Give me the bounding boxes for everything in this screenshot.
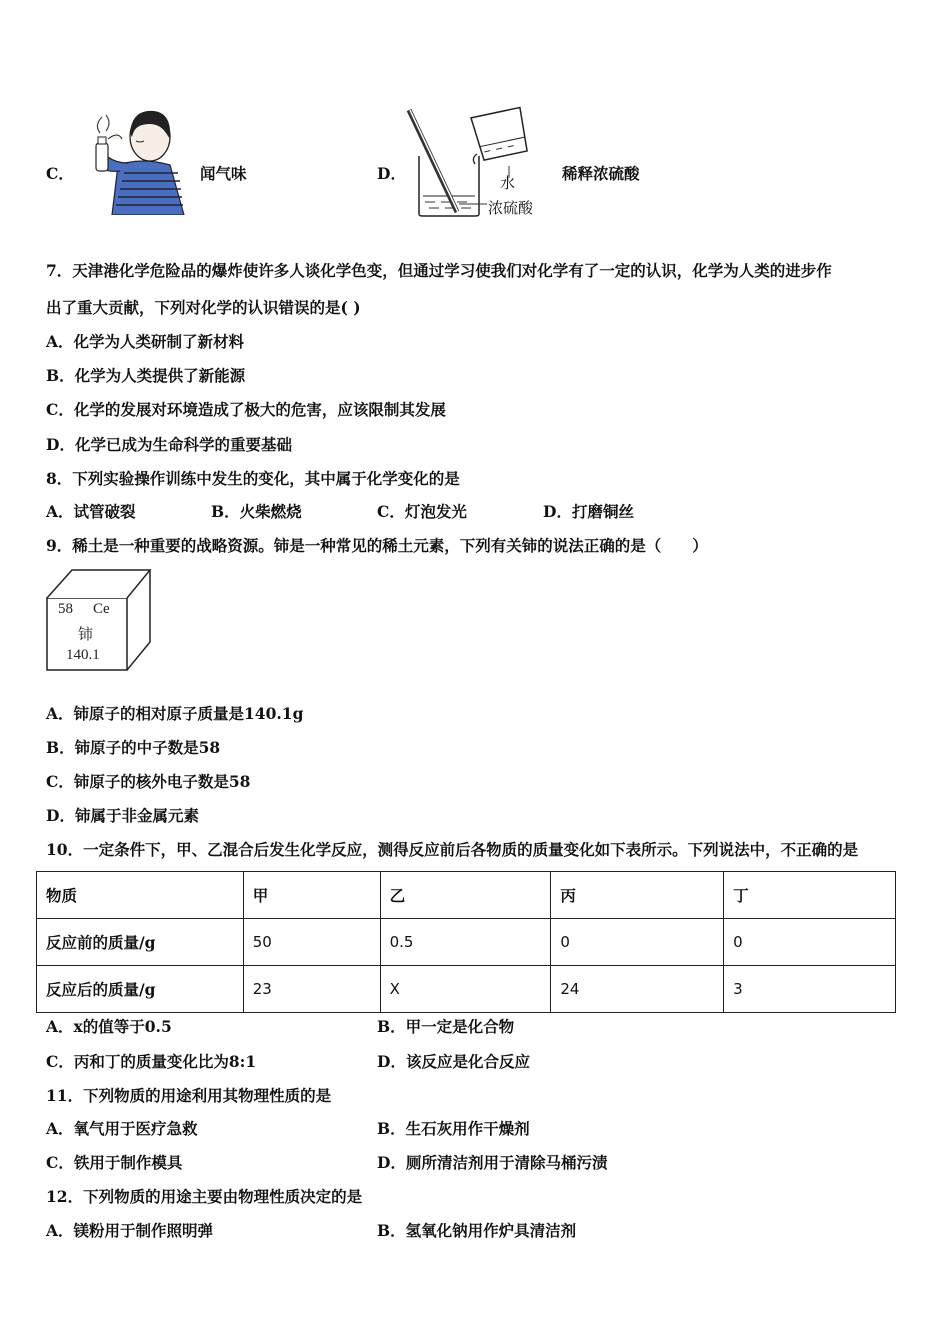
table-header-cell: 丁 (724, 872, 896, 919)
q6-option-c-letter: C． (46, 164, 74, 183)
q8-stem: 8．下列实验操作训练中发生的变化，其中属于化学变化的是 (46, 469, 460, 488)
q11-option-c: C．铁用于制作模具 (46, 1153, 183, 1172)
q8-option-d: D．打磨铜丝 (543, 502, 634, 521)
q9-option-b: B．铈原子的中子数是58 (46, 738, 221, 757)
table-cell: 24 (551, 966, 724, 1013)
table-cell: 0.5 (380, 919, 551, 966)
q9-option-c: C．铈原子的核外电子数是58 (46, 772, 251, 791)
q10-option-d: D．该反应是化合反应 (377, 1052, 530, 1071)
element-symbol: Ce (93, 601, 110, 617)
q10-option-b: B．甲一定是化合物 (377, 1017, 515, 1036)
table-cell: 3 (724, 966, 896, 1013)
q9-option-a: A．铈原子的相对原子质量是140.1g (46, 704, 304, 723)
element-mass: 140.1 (66, 647, 100, 663)
q9-option-d: D．铈属于非金属元素 (46, 806, 199, 825)
q11-stem: 11．下列物质的用途利用其物理性质的是 (46, 1086, 332, 1105)
table-header-cell: 物质 (37, 872, 244, 919)
q6-option-d-letter: D． (377, 164, 406, 183)
acid-label: 浓硫酸 (488, 199, 534, 217)
water-label: 水 (500, 174, 516, 192)
q12-option-a: A．镁粉用于制作照明弹 (46, 1221, 214, 1240)
mass-change-table (36, 871, 896, 1013)
table-header-cell: 甲 (243, 872, 380, 919)
table-cell: 0 (551, 919, 724, 966)
element-name: 铈 (78, 625, 94, 643)
q8-option-a: A．试管破裂 (46, 502, 136, 521)
q8-option-b: B．火柴燃烧 (211, 502, 302, 521)
table-header-cell: 丙 (551, 872, 724, 919)
q6-option-c-text: 闻气味 (200, 164, 247, 183)
q7-option-a: A．化学为人类研制了新材料 (46, 332, 245, 351)
q10-stem: 10．一定条件下，甲、乙混合后发生化学反应，测得反应前后各物质的质量变化如下表所示。下列说法中，不正确的是 (46, 840, 859, 859)
table-cell: 反应前的质量/g (37, 919, 244, 966)
table-header-row (37, 872, 896, 919)
q11-option-d: D．厕所清洁剂用于清除马桶污渍 (377, 1153, 608, 1172)
q8-option-c: C．灯泡发光 (377, 502, 467, 521)
q9-stem: 9．稀土是一种重要的战略资源。铈是一种常见的稀土元素，下列有关铈的说法正确的是（ ） (46, 536, 708, 555)
table-cell: 0 (724, 919, 896, 966)
table-row (37, 919, 896, 966)
q7-stem-line1: 7．天津港化学危险品的爆炸使许多人谈化学色变，但通过学习使我们对化学有了一定的认识，化学为人类的进步作 (46, 261, 832, 280)
q12-option-b: B．氢氧化钠用作炉具清洁剂 (377, 1221, 577, 1240)
q7-option-c: C．化学的发展对环境造成了极大的危害，应该限制其发展 (46, 400, 446, 419)
table-row (37, 966, 896, 1013)
smell-gas-illustration (72, 103, 188, 215)
q10-option-c: C．丙和丁的质量变化比为8:1 (46, 1052, 257, 1071)
q7-option-b: B．化学为人类提供了新能源 (46, 366, 246, 385)
q12-stem: 12．下列物质的用途主要由物理性质决定的是 (46, 1187, 363, 1206)
table-header-cell: 乙 (380, 872, 551, 919)
table-cell: 50 (243, 919, 380, 966)
q11-option-a: A．氧气用于医疗急救 (46, 1119, 198, 1138)
q6-option-d-text: 稀释浓硫酸 (562, 164, 640, 183)
element-number: 58 (58, 601, 73, 617)
table-cell: 反应后的质量/g (37, 966, 244, 1013)
q7-stem-line2: 出了重大贡献，下列对化学的认识错误的是( ) (46, 298, 361, 317)
q10-option-a: A．x的值等于0.5 (46, 1017, 172, 1036)
table-cell: X (380, 966, 551, 1013)
q7-option-d: D．化学已成为生命科学的重要基础 (46, 435, 292, 454)
q11-option-b: B．生石灰用作干燥剂 (377, 1119, 530, 1138)
table-cell: 23 (243, 966, 380, 1013)
